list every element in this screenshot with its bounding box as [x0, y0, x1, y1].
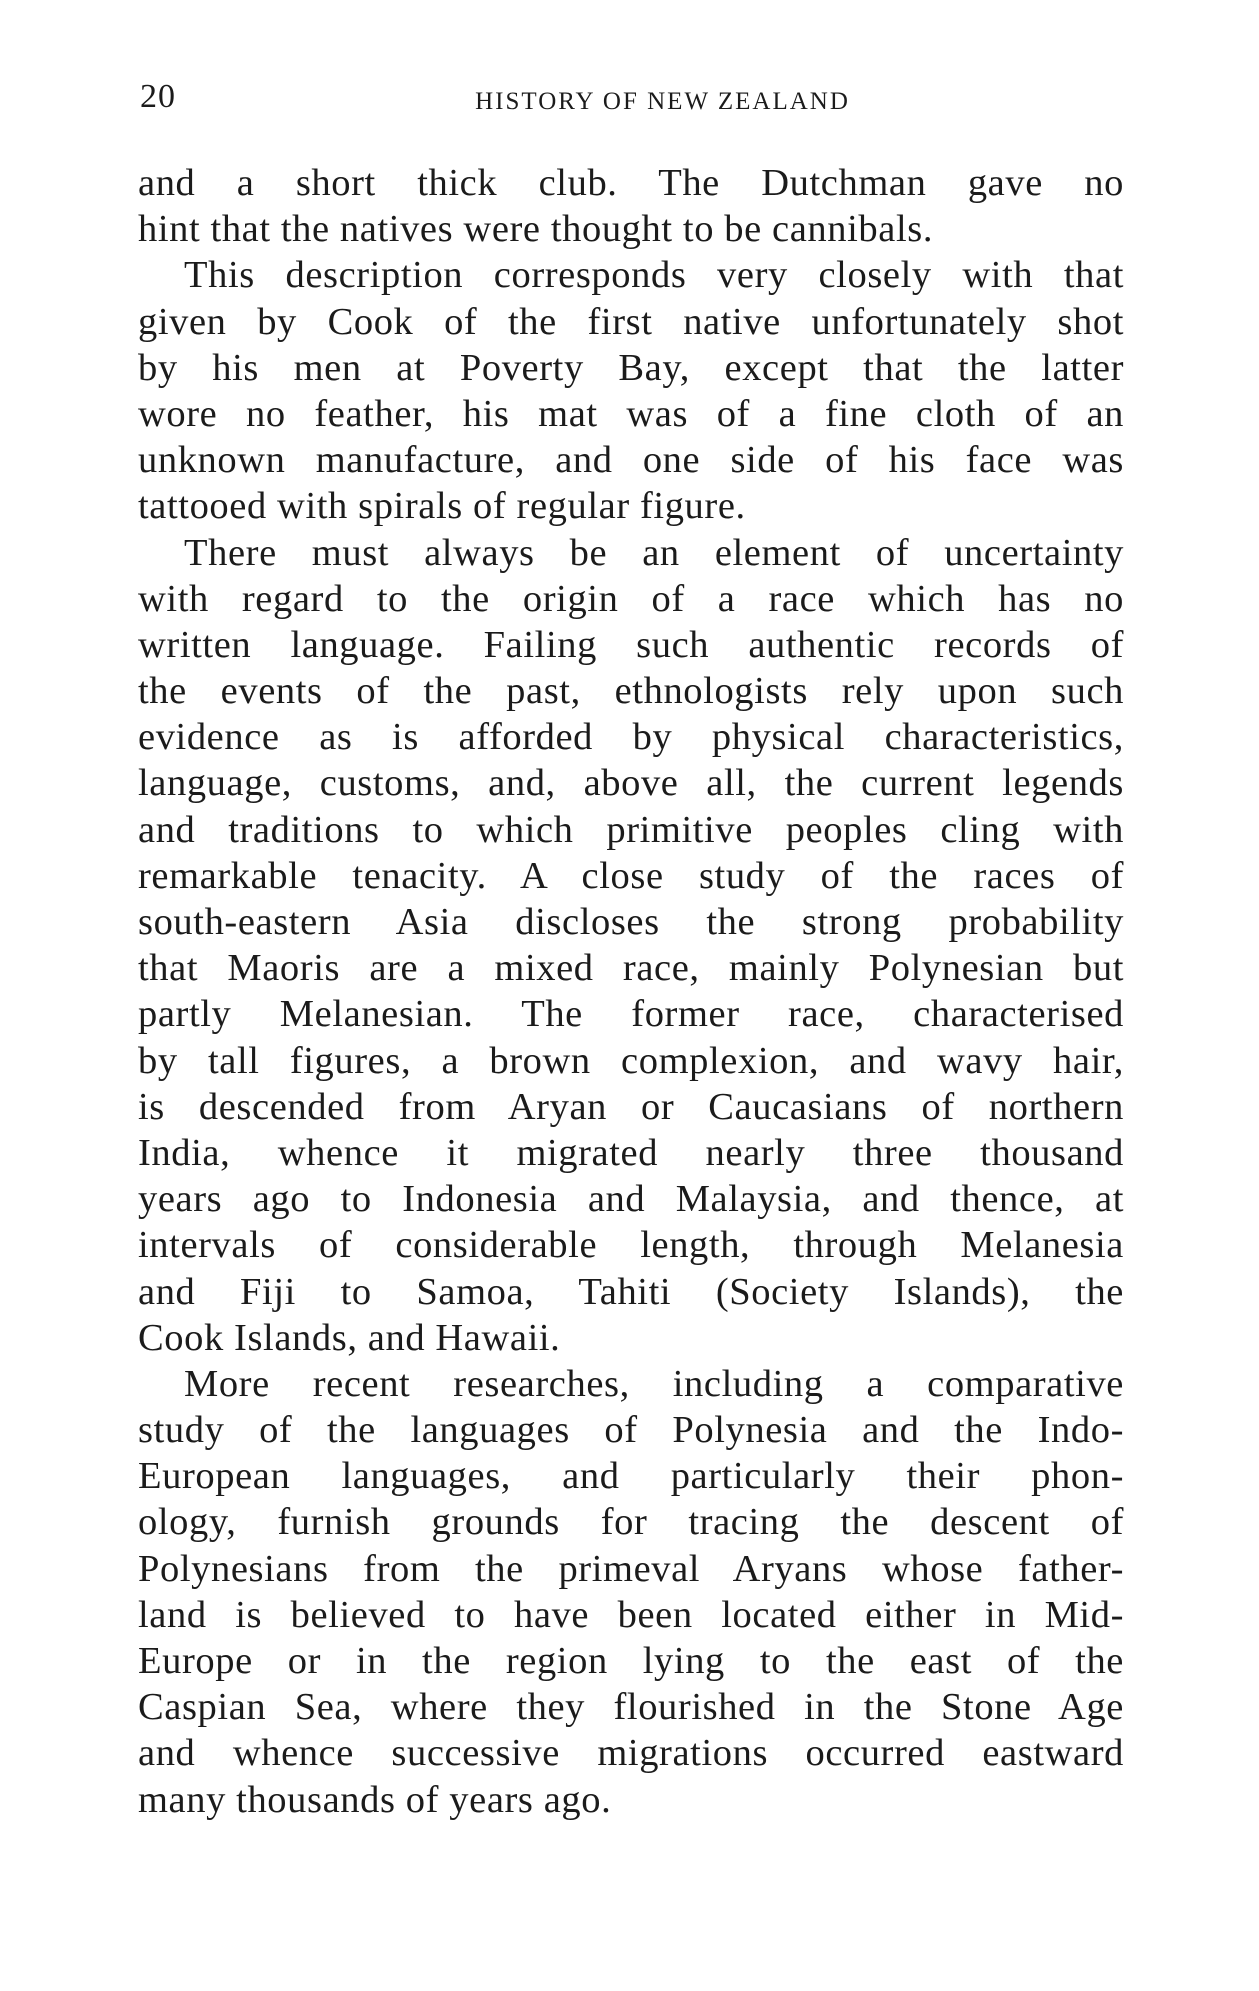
text-line: India, whence it migrated nearly three thousand	[138, 1131, 1124, 1174]
text-line: partly Melanesian. The former race, characterised	[138, 993, 1124, 1036]
text-line: the events of the past, ethnologists rely upon such	[138, 670, 1124, 713]
text-line: and a short thick club. The Dutchman gave no	[138, 162, 1124, 204]
text-line: European languages, and particularly their phon-	[138, 1455, 1124, 1498]
text-line: Caspian Sea, where they flourished in the Stone Age	[138, 1686, 1124, 1729]
text-line: This description corresponds very closely with that	[184, 254, 1124, 297]
text-line: Polynesians from the primeval Aryans whose father-	[138, 1547, 1124, 1590]
page-number: 20	[140, 78, 176, 115]
text-line: with regard to the origin of a race which has no	[138, 577, 1124, 620]
text-line: language, customs, and, above all, the current legends	[138, 762, 1124, 805]
text-line: hint that the natives were thought to be cannibals.	[138, 208, 934, 251]
text-line: evidence as is afforded by physical characteristics,	[138, 716, 1124, 759]
paragraph	[138, 160, 1124, 252]
text-line: by tall figures, a brown complexion, and wavy hair,	[138, 1039, 1124, 1082]
running-head: HISTORY OF NEW ZEALAND	[475, 88, 850, 115]
text-line: many thousands of years ago.	[138, 1778, 612, 1821]
text-line: and traditions to which primitive peoples cling with	[138, 808, 1124, 851]
text-line: south-eastern Asia discloses the strong probability	[138, 901, 1124, 943]
text-line: ology, furnish grounds for tracing the descent of	[138, 1501, 1124, 1544]
text-line: given by Cook of the first native unfortunately shot	[138, 300, 1124, 343]
page-header	[140, 78, 1125, 128]
text-line: intervals of considerable length, through Melanesia	[138, 1224, 1124, 1267]
text-line: land is believed to have been located either in Mid-	[138, 1593, 1124, 1636]
paragraph	[138, 252, 1124, 529]
text-line: Cook Islands, and Hawaii.	[138, 1316, 561, 1359]
body-text	[138, 160, 1124, 1823]
text-line: Europe or in the region lying to the east of the	[138, 1640, 1124, 1682]
text-line: study of the languages of Polynesia and the Indo-	[138, 1409, 1124, 1452]
text-line: There must always be an element of uncertainty	[184, 531, 1124, 574]
text-line: years ago to Indonesia and Malaysia, and thence, at	[138, 1178, 1124, 1221]
text-line: remarkable tenacity. A close study of the races of	[138, 854, 1124, 897]
text-line: that Maoris are a mixed race, mainly Polynesian but	[138, 947, 1124, 990]
text-line: is descended from Aryan or Caucasians of northern	[138, 1085, 1124, 1128]
text-line: and whence successive migrations occurred eastward	[138, 1732, 1124, 1775]
paragraph	[138, 530, 1124, 1361]
text-line: tattooed with spirals of regular figure.	[138, 485, 746, 528]
text-line: written language. Failing such authentic records of	[138, 623, 1124, 666]
text-line: wore no feather, his mat was of a fine cloth of an	[138, 392, 1124, 435]
text-line: More recent researches, including a comparative	[184, 1362, 1124, 1405]
paragraph	[138, 1361, 1124, 1823]
text-line: unknown manufacture, and one side of his face was	[138, 439, 1124, 482]
text-line: and Fiji to Samoa, Tahiti (Society Islands), the	[138, 1270, 1124, 1313]
text-line: by his men at Poverty Bay, except that the latter	[138, 346, 1124, 389]
